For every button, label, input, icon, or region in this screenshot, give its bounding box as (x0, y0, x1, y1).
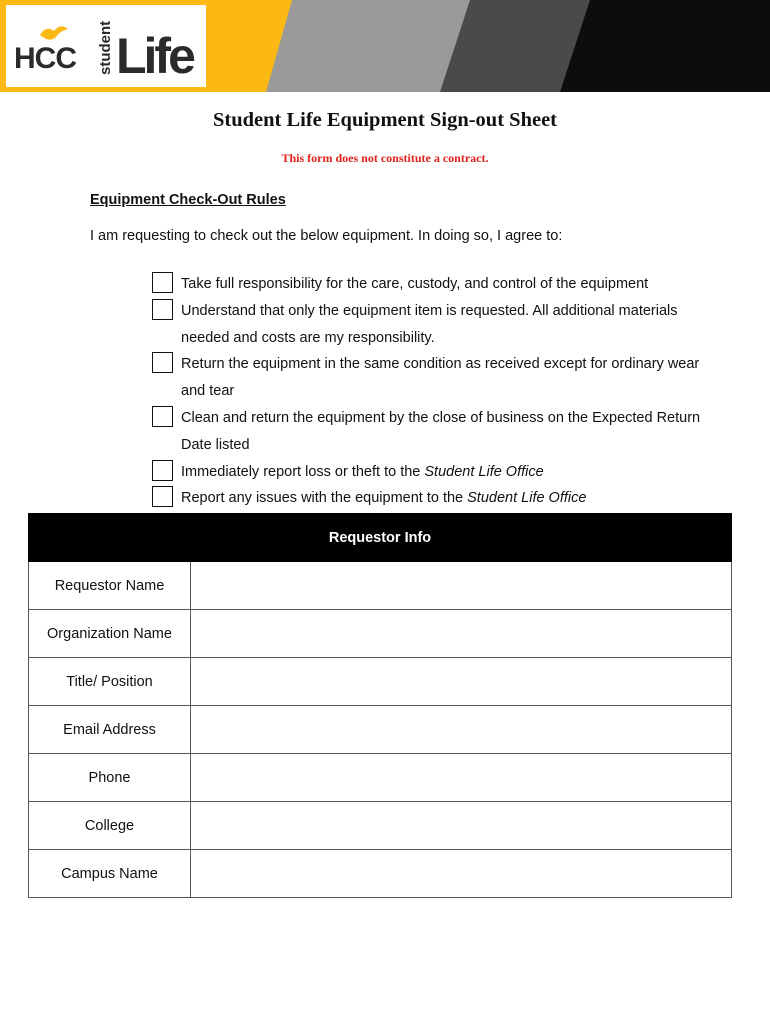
rule-item (152, 485, 712, 512)
rule-item (152, 459, 712, 486)
college-field[interactable] (191, 802, 732, 850)
rule-checkbox[interactable] (152, 406, 173, 427)
bird-icon (40, 26, 68, 39)
table-row (29, 562, 732, 610)
field-label: College (29, 802, 191, 850)
rule-text: Take full responsibility for the care, custody, and control of the equipment (181, 276, 649, 292)
rule-text: Understand that only the equipment item is requested. All additional materials needed and costs are my responsibility. (181, 302, 678, 346)
contract-disclaimer: This form does not constitute a contract. (281, 151, 489, 165)
table-row (29, 850, 732, 898)
rule-emphasis: Student Life Office (467, 490, 587, 507)
rule-item (152, 298, 712, 352)
phone-field[interactable] (191, 754, 732, 802)
rule-checkbox[interactable] (152, 272, 173, 293)
rule-text: Return the equipment in the same condition as received except for ordinary wear and tear (181, 356, 700, 400)
rule-text: Report any issues with the equipment to the (181, 490, 468, 507)
rule-checkbox[interactable] (152, 460, 173, 481)
rule-checkbox[interactable] (152, 352, 173, 373)
rule-item (152, 271, 712, 298)
logo-sub-word: student (97, 20, 114, 75)
table-row (29, 754, 732, 802)
field-label: Requestor Name (29, 562, 191, 610)
page-title: Student Life Equipment Sign-out Sheet (212, 109, 557, 131)
requestor-name-field[interactable] (191, 562, 732, 610)
table-row (29, 658, 732, 706)
rule-text: Clean and return the equipment by the close of business on the Expected Return Date listed (181, 409, 701, 453)
hcc-student-life-logo (6, 5, 206, 87)
logo-brand-text: HCC (14, 42, 76, 75)
requestor-info-header: Requestor Info (29, 514, 732, 562)
rules-heading: Equipment Check-Out Rules (90, 192, 286, 208)
field-label: Email Address (29, 706, 191, 754)
table-row (29, 802, 732, 850)
table-row (29, 610, 732, 658)
rules-checklist (152, 271, 712, 512)
rule-checkbox[interactable] (152, 299, 173, 320)
field-label: Title/ Position (29, 658, 191, 706)
table-row (29, 706, 732, 754)
field-label: Campus Name (29, 850, 191, 898)
campus-name-field[interactable] (191, 850, 732, 898)
field-label: Organization Name (29, 610, 191, 658)
rule-text: Immediately report loss or theft to the (181, 463, 425, 480)
rules-intro: I am requesting to check out the below equipment. In doing so, I agree to: (90, 228, 563, 244)
requestor-info-table (28, 513, 732, 898)
title-position-field[interactable] (191, 658, 732, 706)
organization-name-field[interactable] (191, 610, 732, 658)
email-address-field[interactable] (191, 706, 732, 754)
rule-item (152, 351, 712, 405)
rule-checkbox[interactable] (152, 486, 173, 507)
field-label: Phone (29, 754, 191, 802)
logo-main-word: Life (116, 28, 193, 84)
rule-emphasis: Student Life Office (424, 463, 544, 480)
rule-item (152, 405, 712, 459)
